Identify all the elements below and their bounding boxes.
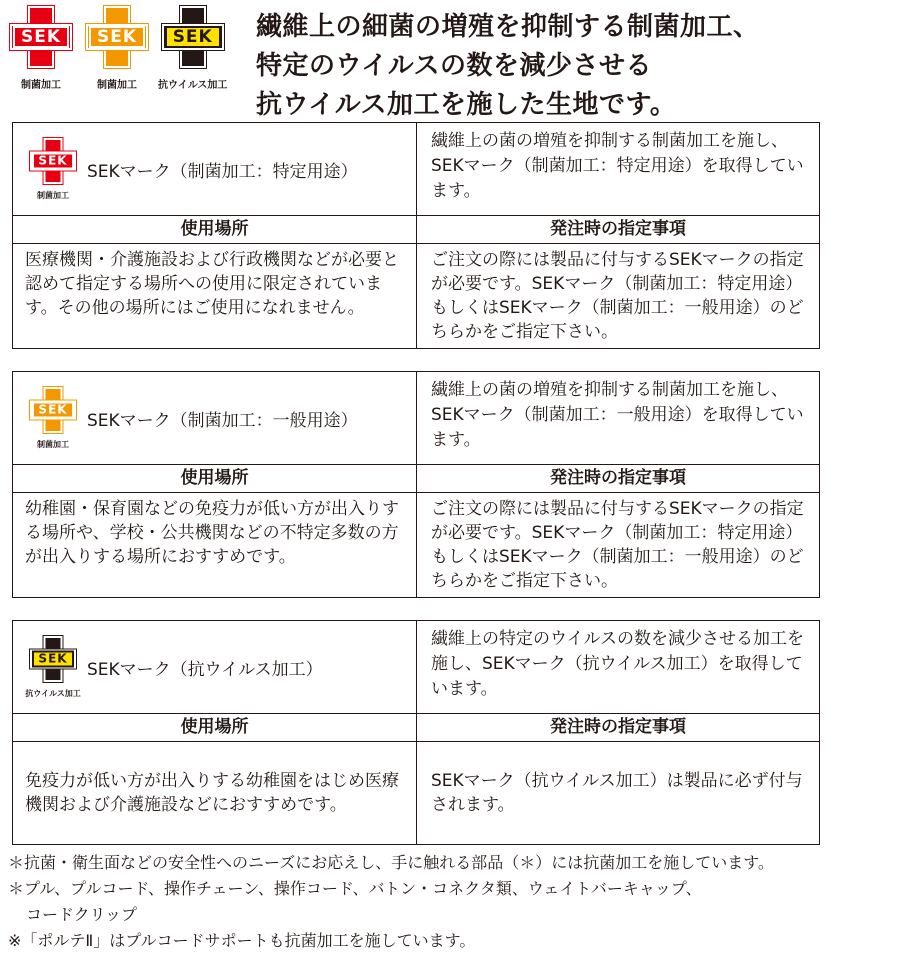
section-general-use <box>12 371 820 598</box>
section-description: 繊維上の菌の増殖を抑制する制菌加工を施し、SEKマーク（制菌加工：一般用途）を取得しています。 <box>431 380 804 450</box>
section-title: SEKマーク（制菌加工：一般用途） <box>87 410 358 431</box>
sek-mark-orange-icon: SEK <box>86 6 148 68</box>
heading-line: 特定のウイルスの数を減少させる <box>256 51 652 81</box>
column-header-order: 発注時の指定事項 <box>550 219 686 239</box>
page-heading <box>256 8 876 125</box>
sek-logo-yellow <box>158 6 227 91</box>
footnote: コードクリップ <box>26 905 138 924</box>
sek-mark-red-icon: SEK <box>30 138 76 184</box>
column-header-usage: 使用場所 <box>13 216 417 243</box>
logo-caption: 制菌加工 <box>37 190 69 200</box>
sek-logo <box>25 387 81 450</box>
logo-caption: 制菌加工 <box>97 80 137 91</box>
column-header-usage: 使用場所 <box>13 465 417 492</box>
logo-caption: 抗ウイルス加工 <box>158 80 228 91</box>
sek-logo <box>25 138 81 201</box>
footer-notes <box>8 850 893 954</box>
heading-line: 抗ウイルス加工を施した生地です。 <box>256 90 677 120</box>
sek-mark-yellow-icon: SEK <box>30 636 76 682</box>
footnote: ＊プル、プルコード、操作チェーン、操作コード、バトン・コネクタ類、ウェイトバーキャップ、 <box>8 879 702 898</box>
section-description: 繊維上の菌の増殖を抑制する制菌加工を施し、SEKマーク（制菌加工：特定用途）を取得しています。 <box>431 131 804 201</box>
section-description: 繊維上の特定のウイルスの数を減少させる加工を施し、SEKマーク（抗ウイルス加工）を取得しています。 <box>431 629 804 699</box>
sek-mark-red-icon: SEK <box>10 6 72 68</box>
sek-logo-orange <box>86 6 148 91</box>
footnote: ＊抗菌・衛生面などの安全性へのニーズにお応えし、手に触れる部品（＊）には抗菌加工を施しています。 <box>8 853 774 872</box>
column-header-usage: 使用場所 <box>13 714 417 741</box>
order-text: ご注文の際には製品に付与するSEKマークの指定が必要です。SEKマーク（制菌加工：特定用途）もしくはSEKマーク（制菌加工：一般用途）のどちらかをご指定下さい。 <box>431 250 804 342</box>
section-specific-use <box>12 122 820 349</box>
logo-caption: 抗ウイルス加工 <box>25 688 81 698</box>
logo-caption: 制菌加工 <box>37 439 69 449</box>
order-text: SEKマーク（抗ウイルス加工）は製品に必ず付与されます。 <box>431 771 803 815</box>
sek-logo <box>25 636 81 699</box>
logo-caption: 制菌加工 <box>21 80 61 91</box>
column-header-order: 発注時の指定事項 <box>550 717 686 737</box>
sek-mark-orange-icon: SEK <box>30 387 76 433</box>
heading-line: 繊維上の細菌の増殖を抑制する制菌加工、 <box>256 12 760 42</box>
sek-logo-red <box>10 6 72 91</box>
section-title: SEKマーク（抗ウイルス加工） <box>87 659 323 680</box>
usage-text: 医療機関・介護施設および行政機関などが必要と認めて指定する場所への使用に限定されています。その他の場所にはご使用になれません。 <box>13 244 417 348</box>
usage-text: 免疫力が低い方が出入りする幼稚園をはじめ医療機関および介護施設などにおすすめです。 <box>13 742 417 844</box>
usage-text: 幼稚園・保育園などの免疫力が低い方が出入りする場所や、学校・公共機関などの不特定多数の方が出入りする場所におすすめです。 <box>13 493 417 597</box>
footnote: ※「ポルテⅡ」はプルコードサポートも抗菌加工を施しています。 <box>8 931 476 950</box>
order-text: ご注文の際には製品に付与するSEKマークの指定が必要です。SEKマーク（制菌加工：特定用途）もしくはSEKマーク（制菌加工：一般用途）のどちらかをご指定下さい。 <box>431 499 804 591</box>
column-header-order: 発注時の指定事項 <box>550 468 686 488</box>
section-title: SEKマーク（制菌加工：特定用途） <box>87 161 358 182</box>
section-antiviral <box>12 620 820 845</box>
sek-mark-yellow-icon: SEK <box>162 6 224 68</box>
